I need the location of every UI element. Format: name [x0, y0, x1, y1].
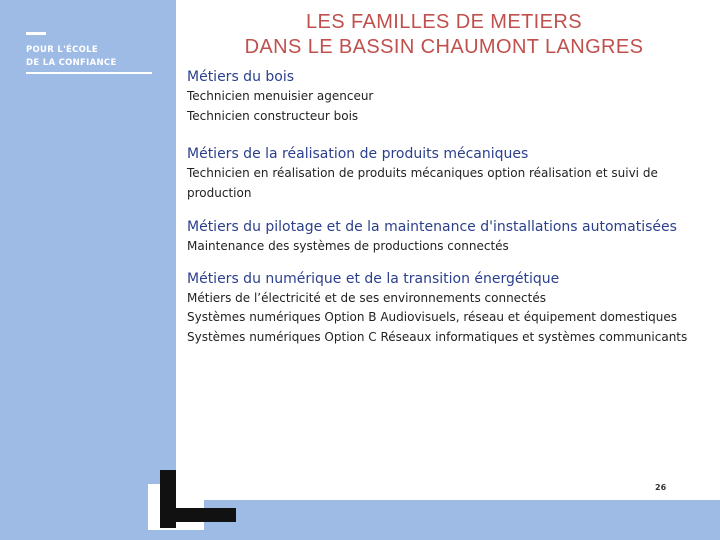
- page-title-line-2: DANS LE BASSIN CHAUMONT LANGRES: [244, 36, 644, 58]
- page-title-line-1: LES FAMILLES DE METIERS: [306, 11, 582, 33]
- content-area: [187, 67, 707, 347]
- bottom-band: [176, 500, 720, 540]
- page-number: 26: [655, 483, 667, 492]
- section-heading: Métiers du bois: [187, 69, 295, 85]
- page-title: [180, 10, 708, 60]
- list-item: Technicien constructeur bois: [187, 108, 359, 123]
- section-heading: Métiers du numérique et de la transition énergétique: [187, 270, 560, 287]
- list-item: Systèmes numériques Option C Réseaux informatiques et systèmes communicants: [187, 329, 688, 344]
- section-produits-mecaniques: [187, 144, 707, 203]
- list-item: Technicien en réalisation de produits mécaniques option réalisation et suivi de production: [187, 166, 658, 200]
- logo: [26, 44, 117, 70]
- section-pilotage-maintenance: [187, 217, 707, 257]
- list-item: Maintenance des systèmes de productions connectés: [187, 239, 509, 253]
- section-heading: Métiers du pilotage et de la maintenance d'installations automatisées: [187, 219, 677, 235]
- logo-accent-bar: [26, 32, 46, 35]
- corner-white-square: [148, 484, 204, 530]
- list-item: Systèmes numériques Option B Audiovisuels, réseau et équipement domestiques: [187, 310, 678, 324]
- logo-underline: [26, 72, 152, 74]
- section-heading: Métiers de la réalisation de produits mécaniques: [187, 146, 529, 162]
- left-sidebar-band: [0, 0, 176, 540]
- section-numerique: [187, 269, 707, 348]
- logo-line-1: POUR L'ÉCOLE: [26, 45, 98, 55]
- section-bois: [187, 67, 707, 126]
- list-item: Technicien menuisier agenceur: [187, 89, 374, 103]
- corner-l-shape-horizontal: [160, 508, 236, 522]
- list-item: Métiers de l’électricité et de ses environnements connectés: [187, 290, 546, 305]
- logo-line-2: DE LA CONFIANCE: [26, 58, 117, 68]
